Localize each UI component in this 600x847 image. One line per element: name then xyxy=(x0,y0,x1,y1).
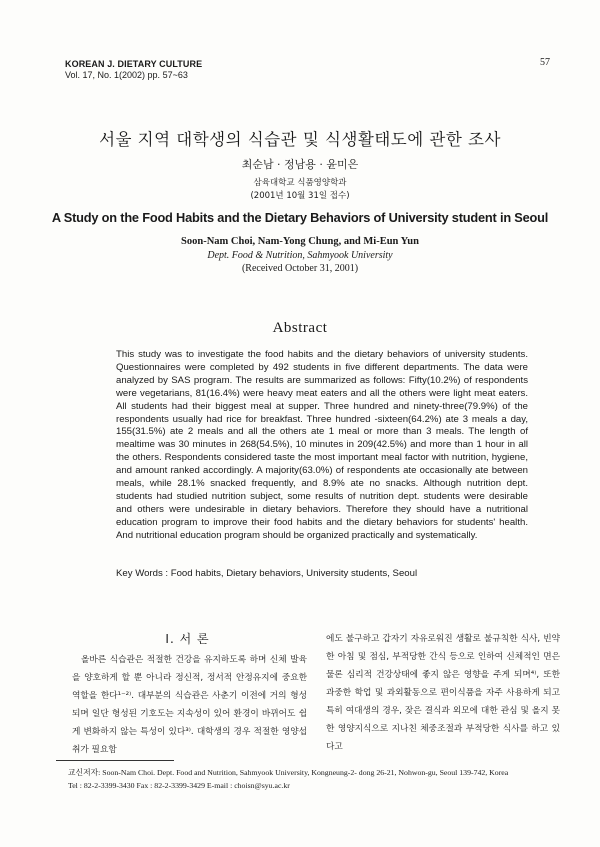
korean-affiliation: 삼육대학교 식품영양학과 xyxy=(253,178,347,188)
keywords: Key Words : Food habits, Dietary behaviors, University students, Seoul xyxy=(116,568,418,579)
korean-authors: 최순남 · 정남용 · 윤미은 xyxy=(241,158,359,171)
footnote-contact: Tel : 82-2-3399-3430 Fax : 82-2-3399-3429 E-mail : choisn@syu.ac.kr xyxy=(68,781,290,790)
page-number: 57 xyxy=(540,57,550,68)
korean-received-date: (2001년 10월 31일 접수) xyxy=(250,191,350,201)
english-authors: Soon-Nam Choi, Nam-Yong Chung, and Mi-Eun Yun xyxy=(181,236,419,247)
abstract-heading: Abstract xyxy=(272,320,328,336)
introduction-paragraph-left: 올바른 식습관은 적절한 건강을 유지하도록 하며 신체 발육을 양호하게 할 뿐 아니라 정신적, 정서적 안정유지에 중요한 역할을 한다¹⁻²⁾. 대부분의 식습관은 사춘기 이전에 거의 형성되며 일단 형성된 기호도는 지속성이 있어 환경이 바뀌어도 쉽게 변화하지 않는 특성이 있다³⁾. 대학생의 경우 적절한 영양섭취가 필요함 xyxy=(72,655,307,755)
abstract-text: This study was to investigate the food habits and the dietary behaviors of university students. Questionnaires were completed by 492 students in five different departments. The data were analyzed by SAS program. The results are summarized as follows: Fifty(10.2%) of respondents were vegetarians, 81(16.4%) were heavy meat eaters and all the others were light meat eaters. All students had their biggest meal at supper. Three hundred and ninety-three(79.9%) of the respondents usually had rice for breakfast. Three hundred -sixteen(64.2%) ate 3 meals a day, 155(31.5%) ate 2 meals and all the others ate 1 meal or more than 3 meals. The length of mealtime was 30 minutes in 268(54.5%), 10 minutes in 209(42.5%) and more than 1 hour in all the others. Respondents considered taste the most important meal factor with nutrition, hygiene, and amount ranked accordingly. A majority(63.0%) of respondents ate occasionally ate between meals, while 28.1% snacked frequently, and 8.9% ate no snacks. Although nutrition dept. students had studied nutrition subject, some results of nutrition dept. students were desirable and others were undesirable in dietary behaviors. Therefore they should have a nutritional education program to improve their food habits and the dietary behaviors for students' health. And nutritional education program should be organized practically and systematically. xyxy=(116,349,528,541)
english-title: A Study on the Food Habits and the Dietary Behaviors of University student in Seoul xyxy=(51,210,549,225)
english-affiliation: Dept. Food & Nutrition, Sahmyook University xyxy=(207,250,393,261)
body-column-left xyxy=(72,651,307,759)
correspondence-footnote xyxy=(68,766,568,792)
volume-info: Vol. 17, No. 1(2002) pp. 57~63 xyxy=(65,70,188,80)
abstract-body xyxy=(116,349,528,543)
english-received-date: (Received October 31, 2001) xyxy=(241,263,359,274)
section-heading-introduction: I. 서 론 xyxy=(165,632,210,646)
journal-name: KOREAN J. DIETARY CULTURE xyxy=(65,59,203,69)
korean-title: 서울 지역 대학생의 식습관 및 식생활태도에 관한 조사 xyxy=(99,130,501,149)
journal-header xyxy=(65,59,202,81)
footnote-address: 교신저자: Soon-Nam Choi. Dept. Food and Nutrition, Sahmyook University, Kongneung-2- dong 26-21, Nohwon-gu, Seoul 139-742, Korea xyxy=(68,768,509,777)
body-column-right xyxy=(326,630,560,756)
footnote-rule xyxy=(56,760,174,761)
introduction-paragraph-right: 에도 불구하고 갑자기 자유로워진 생활로 불규칙한 식사, 빈약한 아침 및 점심, 부적당한 간식 등으로 인하여 신체적인 면은 물론 심리적 건강상태에 좋지 않은 영향을 주게 되며⁴⁾, 또한 과중한 학업 및 과외활동으로 편이식품을 자주 사용하게 되고 특히 여대생의 경우, 잦은 결식과 외모에 대한 관심 및 올지 못한 영양지식으로 지나친 체중조절과 부적당한 식사를 하고 있다고 xyxy=(326,634,560,752)
